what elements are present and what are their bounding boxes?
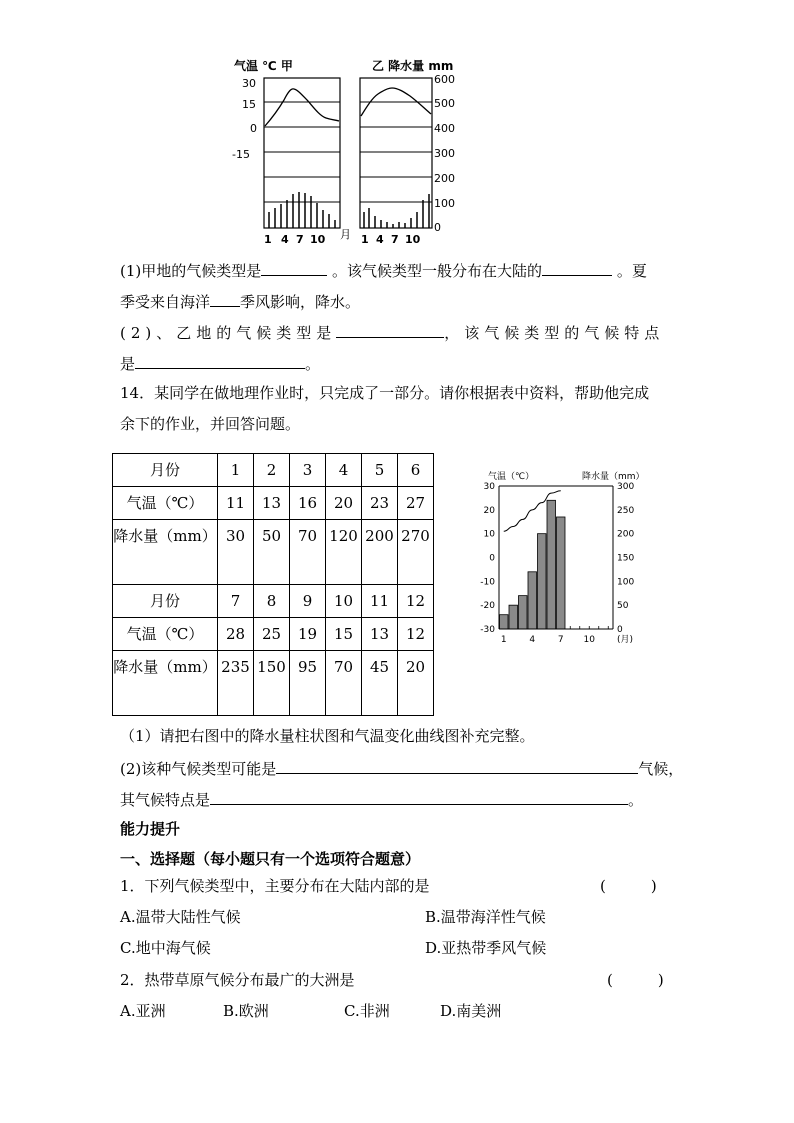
jia-temp-curve xyxy=(265,89,339,126)
answer-blank[interactable] xyxy=(276,757,638,774)
table-cell: 15 xyxy=(326,618,362,651)
q13-3-text-a: (2)、乙地的气候类型是 xyxy=(120,324,337,342)
table-cell: 4 xyxy=(326,454,362,487)
yi-xtick: 10 xyxy=(405,233,421,246)
precip-bar xyxy=(509,605,518,629)
left-tick-label: 10 xyxy=(483,529,495,540)
mc1-option-d[interactable]: D.亚热带季风气候 xyxy=(425,939,547,957)
yi-ytick: 500 xyxy=(434,97,455,110)
q14-sub1: （1）请把右图中的降水量柱状图和气温变化曲线图补充完整。 xyxy=(120,727,535,745)
jia-xtick: 7 xyxy=(296,233,304,246)
table-cell: 12 xyxy=(398,618,434,651)
table-cell: 5 xyxy=(362,454,398,487)
right-tick-label: 300 xyxy=(617,482,635,492)
answer-blank[interactable] xyxy=(210,290,240,307)
table-cell: 30 xyxy=(218,520,254,585)
mc2-answer-paren[interactable]: ( ) xyxy=(607,971,664,989)
q13-2-text-a: 季受来自海洋 xyxy=(120,293,211,311)
mc1-answer-paren[interactable]: ( ) xyxy=(600,877,657,895)
row-label: 月份 xyxy=(113,454,218,487)
yi-ytick: 100 xyxy=(434,197,455,210)
x-tick-label: 4 xyxy=(529,635,536,645)
table-cell: 70 xyxy=(326,651,362,716)
table-row xyxy=(113,520,434,585)
right-tick-label: 250 xyxy=(617,505,635,516)
precip-bar xyxy=(528,572,537,629)
q14-sub3 xyxy=(120,788,643,810)
table-row xyxy=(113,585,434,618)
jia-frame xyxy=(264,78,340,228)
jia-ytick: -15 xyxy=(232,148,250,161)
table-cell: 19 xyxy=(290,618,326,651)
q14-sub3-text-b: 。 xyxy=(628,791,644,809)
mc2-option-d[interactable]: D.南美洲 xyxy=(440,1002,502,1020)
x-tick-label: 1 xyxy=(500,635,507,645)
jia-gridlines xyxy=(264,102,340,202)
mc2-option-c[interactable]: C.非洲 xyxy=(344,1002,390,1020)
table-cell: 70 xyxy=(290,520,326,585)
answer-blank[interactable] xyxy=(336,321,444,338)
precip-bar xyxy=(519,596,528,629)
x-tick-label: 7 xyxy=(557,635,564,645)
table-cell: 11 xyxy=(362,585,398,618)
left-tick-label: -20 xyxy=(480,601,495,612)
q13-line3 xyxy=(120,321,664,343)
answer-blank[interactable] xyxy=(135,352,305,369)
yi-xtick: 4 xyxy=(376,233,384,246)
table-cell: 150 xyxy=(254,651,290,716)
answer-blank[interactable] xyxy=(210,788,628,805)
table-cell: 25 xyxy=(254,618,290,651)
jia-ytick: 0 xyxy=(250,122,257,135)
mc1-option-a[interactable]: A.温带大陆性气候 xyxy=(120,908,241,926)
table-cell: 20 xyxy=(326,487,362,520)
q13-3-text-b: ，该气候类型的气候特点 xyxy=(444,324,665,342)
table-cell: 95 xyxy=(290,651,326,716)
q14-sub3-text-a: 其气候特点是 xyxy=(120,791,211,809)
jia-temp-label: 气温 ℃ 甲 xyxy=(234,59,293,73)
yi-precip-bars xyxy=(364,194,429,228)
jia-ytick: 30 xyxy=(242,77,256,90)
x-tick-label: 10 xyxy=(583,635,595,645)
mc2-stem: 2．热带草原气候分布最广的大洲是 xyxy=(120,971,355,989)
right-tick-label: 0 xyxy=(617,625,623,635)
yi-xtick: 7 xyxy=(391,233,399,246)
q13-1-text-b: 。该气候类型一般分布在大陆的 xyxy=(332,262,543,280)
left-tick-label: -30 xyxy=(480,625,495,635)
table-cell: 2 xyxy=(254,454,290,487)
q14-sub2-text-a: (2)该种气候类型可能是 xyxy=(120,760,277,778)
mc1-stem: 1．下列气候类型中，主要分布在大陆内部的是 xyxy=(120,877,430,895)
month-unit: 月 xyxy=(340,228,351,241)
table-cell: 1 xyxy=(218,454,254,487)
q13-line1 xyxy=(120,259,647,281)
left-tick-label: 30 xyxy=(483,482,495,492)
q13-1-text-c: 。夏 xyxy=(616,262,647,280)
row-label: 气温（℃） xyxy=(113,487,218,520)
jia-precip-bars xyxy=(269,192,335,228)
chart-left-axis-label: 气温（℃） xyxy=(488,472,535,482)
table-cell: 45 xyxy=(362,651,398,716)
section-ability: 能力提升 xyxy=(120,820,181,838)
precip-bar xyxy=(557,517,566,629)
section-mc-title: 一、选择题（每小题只有一个选项符合题意） xyxy=(120,850,421,868)
answer-blank[interactable] xyxy=(542,259,612,276)
table-cell: 13 xyxy=(254,487,290,520)
q13-4-text-b: 。 xyxy=(305,355,321,373)
jia-xtick: 4 xyxy=(281,233,289,246)
precip-bar xyxy=(500,615,509,629)
table-cell: 27 xyxy=(398,487,434,520)
row-label: 月份 xyxy=(113,585,218,618)
yi-precip-label: 乙 降水量 mm xyxy=(372,59,454,73)
table-row xyxy=(113,618,434,651)
jia-xtick: 10 xyxy=(310,233,326,246)
left-tick-label: 20 xyxy=(483,505,495,516)
table-cell: 10 xyxy=(326,585,362,618)
q13-line2 xyxy=(120,290,360,312)
table-row xyxy=(113,454,434,487)
q14-sub2-text-b: 气候， xyxy=(638,760,684,778)
q13-1-text-a: (1)甲地的气候类型是 xyxy=(120,262,262,280)
jia-ytick: 15 xyxy=(242,98,256,111)
right-tick-label: 200 xyxy=(617,529,635,540)
answer-blank[interactable] xyxy=(261,259,327,276)
yi-ytick: 600 xyxy=(434,73,455,86)
climate-charts-top xyxy=(228,52,468,247)
yi-ytick: 0 xyxy=(434,221,441,234)
q14-line1: 14．某同学在做地理作业时，只完成了一部分。请你根据表中资料，帮助他完成 xyxy=(120,384,650,402)
row-label: 降水量（mm） xyxy=(113,520,218,585)
right-tick-label: 50 xyxy=(617,601,629,612)
mc1-option-c[interactable]: C.地中海气候 xyxy=(120,939,211,957)
table-cell: 20 xyxy=(398,651,434,716)
x-tick-label: (月) xyxy=(617,635,634,645)
table-cell: 6 xyxy=(398,454,434,487)
mc2-option-b[interactable]: B.欧洲 xyxy=(223,1002,269,1020)
table-cell: 23 xyxy=(362,487,398,520)
q14-line2: 余下的作业，并回答问题。 xyxy=(120,415,301,433)
mc2-option-a[interactable]: A.亚洲 xyxy=(120,1002,166,1020)
table-cell: 200 xyxy=(362,520,398,585)
table-cell: 13 xyxy=(362,618,398,651)
precip-bar xyxy=(547,500,556,629)
table-cell: 120 xyxy=(326,520,362,585)
chart-right-axis-label: 降水量（mm） xyxy=(582,472,645,482)
table-row xyxy=(113,487,434,520)
table-cell: 3 xyxy=(290,454,326,487)
row-label: 气温（℃） xyxy=(113,618,218,651)
q14-sub2 xyxy=(120,757,683,779)
table-cell: 8 xyxy=(254,585,290,618)
yi-xtick: 1 xyxy=(361,233,369,246)
right-tick-label: 100 xyxy=(617,577,635,588)
q13-2-text-b: 季风影响，降水。 xyxy=(240,293,361,311)
yi-ytick: 300 xyxy=(434,147,455,160)
mc1-option-b[interactable]: B.温带海洋性气候 xyxy=(425,908,546,926)
yi-ytick: 200 xyxy=(434,172,455,185)
table-cell: 11 xyxy=(218,487,254,520)
table-cell: 16 xyxy=(290,487,326,520)
left-tick-label: -10 xyxy=(480,577,495,588)
table-cell: 12 xyxy=(398,585,434,618)
jia-xtick: 1 xyxy=(264,233,272,246)
q13-4-text-a: 是 xyxy=(120,355,136,373)
climate-chart xyxy=(476,466,646,656)
yi-gridlines xyxy=(360,102,432,202)
precip-bar xyxy=(538,534,547,629)
q13-line4 xyxy=(120,352,320,374)
climate-data-table xyxy=(112,453,434,716)
right-tick-label: 150 xyxy=(617,553,635,564)
yi-ytick: 400 xyxy=(434,122,455,135)
table-cell: 235 xyxy=(218,651,254,716)
table-cell: 270 xyxy=(398,520,434,585)
row-label: 降水量（mm） xyxy=(113,651,218,716)
table-cell: 7 xyxy=(218,585,254,618)
table-cell: 50 xyxy=(254,520,290,585)
table-cell: 28 xyxy=(218,618,254,651)
table-row xyxy=(113,651,434,716)
table-cell: 9 xyxy=(290,585,326,618)
left-tick-label: 0 xyxy=(489,553,495,564)
